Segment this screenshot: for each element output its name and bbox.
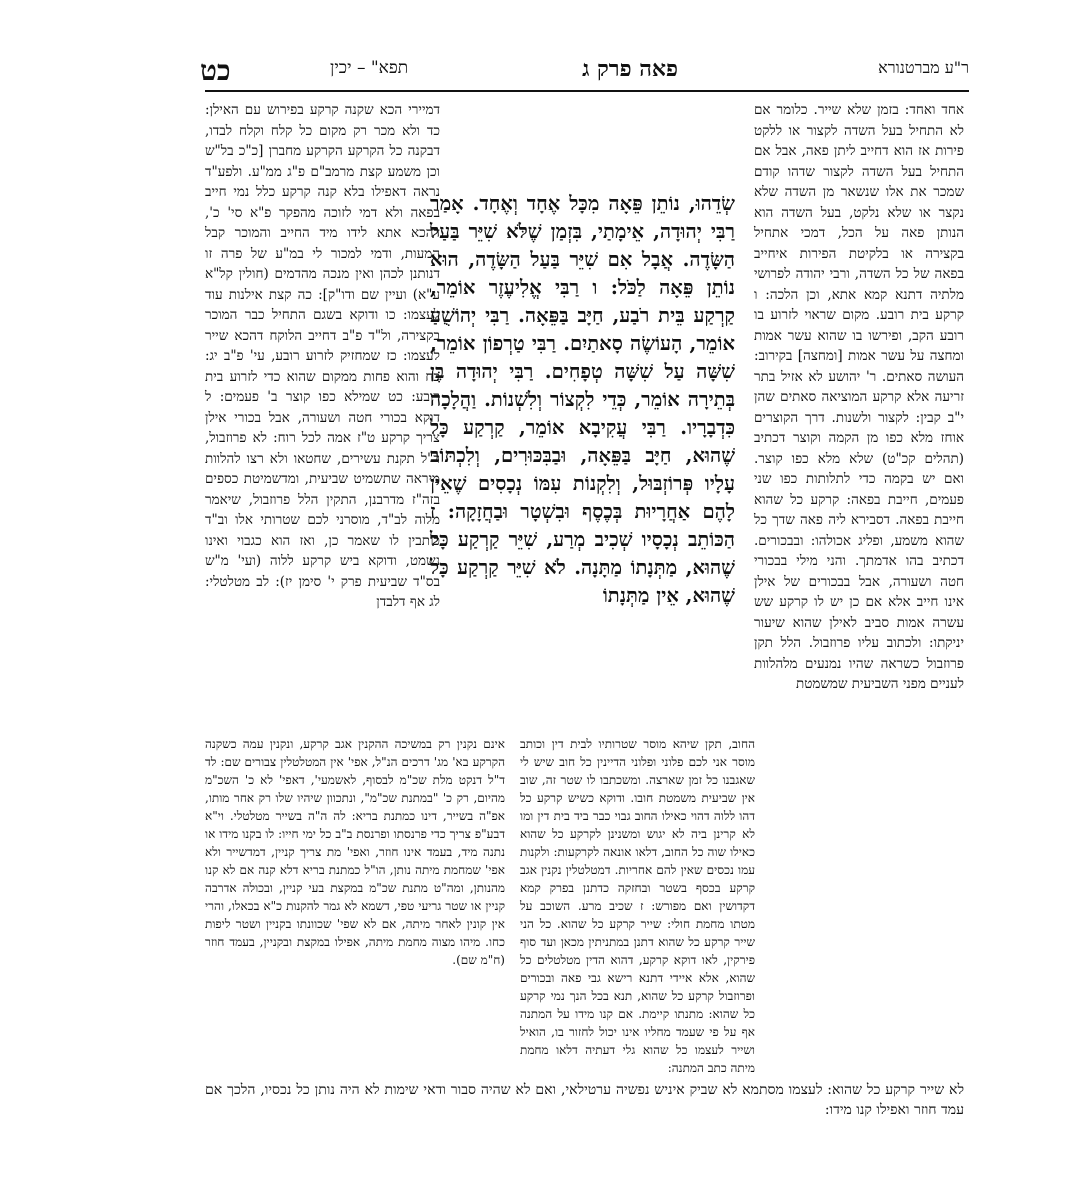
header-rule [205, 90, 969, 92]
page-number: כט [200, 54, 231, 87]
bartenura-continuation-text: החוב, תקן שיהא מוסר שטרותיו לבית דין וכותב מוסר אני לכם פלוני ופלוני הדיינין כל חוב שיש לי שאגבנו כל זמן שארצה. ומשכתבו לו שטר זה, שוב אין שביעית משמטת חובו. ודוקא כשיש קרקע כל דהו ללוה דהוי כאילו החוב גבוי כבר ביד בית דין ומו לא קרינן ביה לא יגוש ומשנינן לקרקע כל שהוא כאילו שוה כל החוב, דלאו אונאה לקרקעות: ולקנות עמו נכסים שאין להם אחריות. דמטלטלין נקנין אגב קרקע בכסף בשטר ובחזקה כדתנן בפרק קמא דקדושין ואם מפורש: ז שכיב מרע. השוכב על מטתו מחמת חולי: שייר קרקע כל שהוא. כל הני שייר קרקע כל שהוא דתנן במתניתין מכאן ועד סוף פירקין, לאו דוקא קרקע, דהוא הדין מטלטלים כל שהוא, אלא איידי דתנא רישא גבי פאה ובכורים ופרוזבול קרקע כל שהוא, תנא בכל הנך נמי קרקע כל שהוא: מתנתו קיימת. אם קנו מידו על המתנה אף על פי שעמד מחליו אינו יכול לחזור בו, הואיל ושייר לעצמו כל שהוא גלי דעתיה דלאו מחמת מיתה כתב המתנה: [520, 737, 755, 1075]
page-header [200, 48, 969, 88]
commentary-bartenura-title: ר"ע מברטנורא [878, 58, 969, 77]
tiferet-column [205, 100, 440, 613]
footer-text: לא שייר קרקע כל שהוא: לעצמו מסתמא לא שביק איניש נפשיה ערטילאי, ואם לא שהיה סבור ודאי שימות לא היה נותן כל נכסיו, הלכך אם עמד חוזר ואפילו קנו מידו: [205, 1082, 964, 1118]
mishna-column [430, 190, 735, 610]
tiferet-bottom-text: אינם נקנין רק במשיכה ההקנין אגב קרקע, ונקנין עמה כשקנה הקרקע בא' מג' דרכים הנ"ל, אפי' אין המטלטלין צבורים שם: לד ד"ל דנקט מלת שכ"מ לבסוף, לאשמעי', דאפי' לא כ' השכ"מ מהיום, רק כ' "במתנת שכ"מ", ונתכוון שיהיו שלו רק אחר מותו, אפ"ה בשייר, דינו כמתנת בריא: לה ה"ה בשייר מטלטלי. וי"א דבע"פ צריך כדי פרנסתו ופרנסת ב"ב כל ימי חייו: לו בקנו מידו או נתנה מיד, בעמד אינו חוזר, ואפי' מת צריך קניין, דמדשייר ולא אפי' שמחמת מיתה נותן, הו"ל כמתנת בריא דלא קנה אם לא קנו מהנותן, ומה"ט מתנת שכ"מ במקצת בעי קניין, ובכולה אדרבה קניין או שטר גריעי טפי, דשמא לא גמר להקנות כ"א בכאלו, והרי אין קונין לאחר מיתה, אם לא שפי' שכוונתו בקניין ושטר ליפות כחו. מיהו מצוה מחמת מיתה, אפילו במקצת ובקניין, בעמד חוזר (ח"מ שם). [205, 737, 505, 967]
chapter-title: פאה פרק ג [582, 56, 678, 82]
footer-text-block [205, 1080, 964, 1120]
bartenura-text: אחד ואחד: בזמן שלא שייר. כלומר אם לא התחיל בעל השדה לקצור או ללקט פירות אז הוא דחייב ליתן פאה, אבל אם התחיל בעל השדה לקצור שדהו קודם שמכר את אלו שנשאר מן השדה שלא נקצר או שלא נלקט, בעל השדה הוא הנותן פאה על הכל, דמכי אתחיל בקצירה או בלקיטת הפירות איחייב בפאה של כל השדה, ורבי יהודה לפרושי מלתיה דתנא קמא אתא, וכן הלכה: ו קרקע בית רובע. מקום שראוי לזרוע בו רובע הקב, ופירשו בו שהוא עשר אמות ומחצה על עשר אמות [ומחצה] בקירוב: העושה סאתים. ר' יהושע לא אזיל בתר זריעה אלא קרקע המוציאה סאתים שהן י"ב קבין: לקצור ולשנות. דרך הקוצרים אוחז מלא כפו מן הקמה וקוצר דכתיב (תהלים קכ"ט) שלא מלא כפו קוצר. ואם יש בקמה כדי לתלותות כפו שני פעמים, חייבת בפאה: קרקע כל שהוא חייבת בפאה. דסבירא ליה פאה שדך כל שהוא משמע, ופליג אכולהו: ובבכורים. דכתיב בהו אדמתך. והני מילי בבכורי חטה ושעורה, אבל בבכורים של אילן אינו חייב אלא אם כן יש לו קרקע שש עשרה אמות סביב לאילן שהוא שיעור יניקתו: ולכתוב עליו פרוזבול. הלל תקן פרוזבול כשראה שהיו נמנעים מלהלוות לעניים מפני השביעית שמשמטת [754, 102, 964, 692]
commentary-tiferet-title: תפא" – יכין [330, 58, 409, 78]
bottom-commentary [205, 735, 755, 1077]
tiferet-text: דמיירי הכא שקנה קרקע בפירוש עם האילן: כד ולא מכר רק מקום כל קלח וקלח לבדו, דבקנה כל הקרקע הקרקע מחברן [כ"כ בל"ש וכן משמע קצת מרמב"ם פ"ג ממ"ע. ולפע"ד נראה דאפילו בלא קנה קרקע כלל נמי חייב בפאה ולא דמי לזוכה מהפקר פ"א סי' כ', דהכא אתא לידו מיד החייב והמוכר קבל המעות, ודמי למכור לי במ"ע של פרה זו דנותנן לכהן ואין מנכה מהדמים (חולין קל"א ע"א) ועיין שם ודו"ק]: כה קצת אילנות עוד לעצמו: כו ודוקא בשגם התחיל כבר המוכר בקצירה, ול"ד פ"ב דחייב הלוקח דהכא שייר לעצמו: כז שמחזיק לזרוע רובע, עי' פ"ב יג: כח והוא פחות ממקום שהוא כדי לזרוע בית רובע: כט שמילא כפו קוצר ב' פעמים: ל דוקא בכורי חטה ושעורה, אבל בכורי אילן צריך קרקע ט"ז אמה לכל רוח: לא פרוזבול, ר"ל תקנת עשירים, שחטאו ולא רצו להלוות מיראה שתשמיט שביעית, ומדשמיטת כספים בזה"ז מדרבנן, התקין הלל פרוזבול, שיאמר מלוה לב"ד, מוסרני לכם שטרותי אלו וב"ד כותבין לו שאמר כן, ואז הוא כגבוי ואינו נשמט, ודוקא ביש קרקע ללוה (ועי' מ"ש בס"ד שביעית פרק י' סימן יז): לב מטלטלי: לג אף דלבדן [205, 102, 440, 610]
mishna-text: שְׂדֵהוּ, נוֹתֵן פֵּאָה מִכָּל אֶחָד וְאֶחָד. אָמַר רַבִּי יְהוּדָה, אֵימָתַי, בִּזְמַן שֶׁלֹּא שִׁיֵּר בַּעַל הַשָּׂדֶה. אֲבָל אִם שִׁיֵּר בַּעַל הַשָּׂדֶה, הוּא נוֹתֵן פֵּאָה לַכֹּל: ו רַבִּי אֱלִיעֶזֶר אוֹמֵר, קַרְקַע בֵּית רֹבַע, חַיָּב בַּפֵּאָה. רַבִּי יְהוֹשֻׁעַ אוֹמֵר, הָעוֹשֶׂה סָאתַיִם. רַבִּי טַרְפוֹן אוֹמֵר, שִׁשָּׁה עַל שִׁשָּׁה טְפָחִים. רַבִּי יְהוּדָה בֶּן בְּתֵירָה אוֹמֵר, כְּדֵי לִקְצוֹר וְלִשְׁנוֹת. וַהֲלָכָה כִּדְבָרָיו. רַבִּי עֲקִיבָא אוֹמֵר, קַרְקַע כָּל שֶׁהוּא, חַיָּב בַּפֵּאָה, וּבַבִּכּוּרִים, וְלִכְתּוֹב עָלָיו פְּרוֹזְבּוּל, וְלִקְנוֹת עִמּוֹ נְכָסִים שֶׁאֵין לָהֶם אַחֲרָיוּת בְּכֶסֶף וּבִשְׁטָר וּבַחֲזָקָה: ז הַכּוֹתֵב נְכָסָיו שְׁכִיב מְרַע, שִׁיֵּר קַרְקַע כָּל שֶׁהוּא, מַתְּנָתוֹ מַתָּנָה. לֹא שִׁיֵּר קַרְקַע כָּל שֶׁהוּא, אֵין מַתְּנָתוֹ [430, 192, 735, 607]
bartenura-column [754, 100, 964, 695]
